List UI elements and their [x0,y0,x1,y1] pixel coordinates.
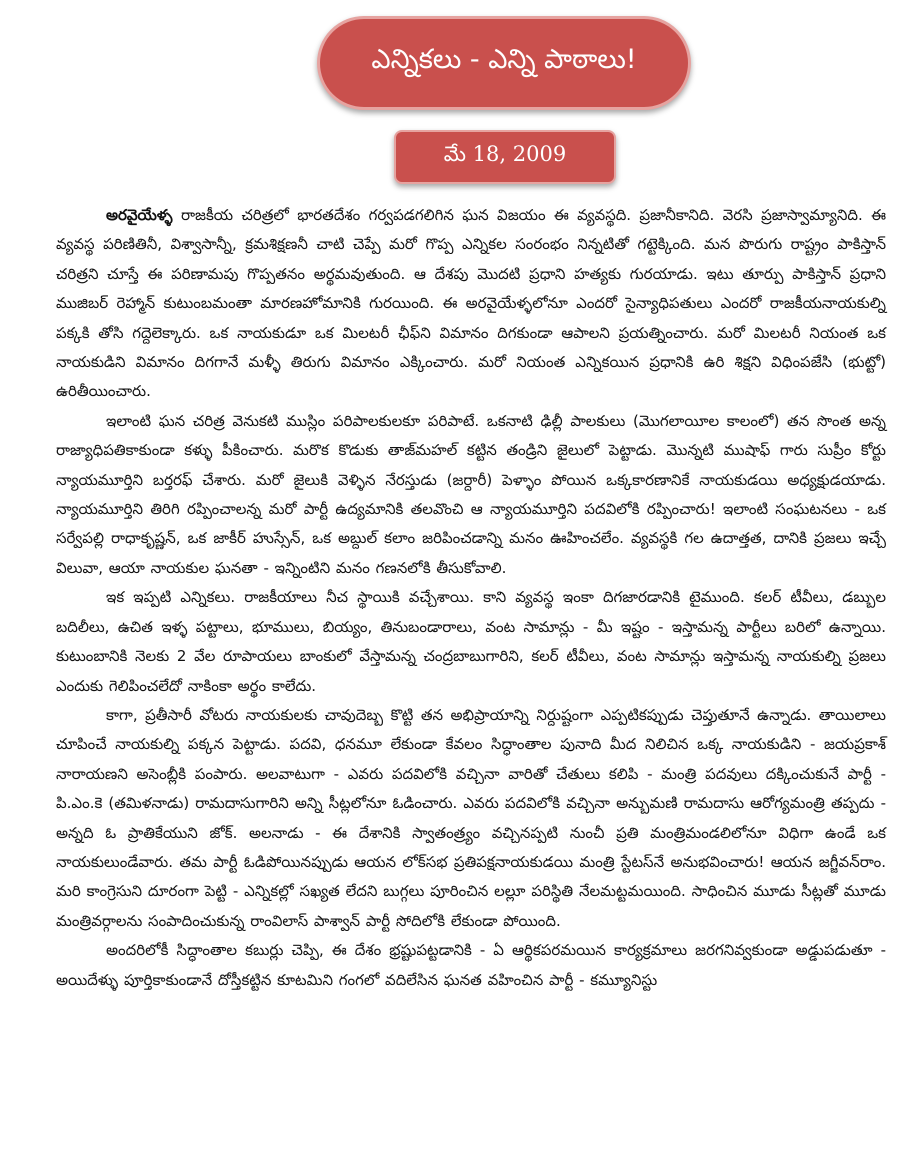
paragraph-4: కాగా, ప్రతీసారీ వోటరు నాయకులకు చావుదెబ్బ కొట్టి తన అభిప్రాయాన్ని నిర్దుష్టంగా ఎప్పటికప్పుడు చెప్తుతూనే ఉన్నాడు. తాయిలాలు చూపించే నాయకుల్ని పక్కన పెట్టాడు. పదవి, ధనమూ లేకుండా కేవలం సిద్ధాంతాల పునాది మీద నిలిచిన ఒక్క నాయకుడిని - జయప్రకాశ్ నారాయణని అసెంబ్లీకి పంపారు. అలవాటుగా - ఎవరు పదవిలోకి వచ్చినా వారితో చేతులు కలిపి - మంత్రి పదవులు దక్కించుకునే పార్టీ - పి.ఎం.కె (తమిళనాడు) రామదాసుగారిని అన్ని సీట్లలోనూ ఓడించారు. ఎవరు పదవిలోకి వచ్చినా అన్బుమణి రామదాసు ఆరోగ్యమంత్రి తప్పదు - అన్నది ఓ ప్రాతికేయుని జోక్. అలనాడు - ఈ దేశానికి స్వాతంత్ర్యం వచ్చినప్పటి నుంచీ ప్రతి మంత్రిమండలిలోనూ విధిగా ఉండే ఒక నాయకులుండేవారు. తమ పార్టీ ఓడిపోయినప్పుడు ఆయన లోక్‌సభ ప్రతిపక్షనాయకుడయి మంత్రి స్టేటస్‌నే అనుభవించారు! ఆయన జగ్జీవన్‌రాం. మరి కాంగ్రెసుని దూరంగా పెట్టి - ఎన్నికల్లో సఖ్యత లేదని బుగ్గలు పూరించిన లల్లూ పరిస్థితి నేలమట్టమయింది. సాధించిన మూడు సీట్లతో మూడు మంత్రివర్గాలను సంపాదించుకున్న రాంవిలాస్ పాశ్వాన్ పార్టీ సోదిలోకి లేకుండా పోయింది. [56,705,886,930]
paragraph-3: ఇక ఇప్పటి ఎన్నికలు. రాజకీయాలు నీచ స్థాయికి వచ్చేశాయి. కాని వ్యవస్థ ఇంకా దిగజారడానికి టైముంది. కలర్ టీవీలు, డబ్బుల బదిలీలు, ఉచిత ఇళ్ళ పట్టాలు, భూములు, బియ్యం, తినుబండారాలు, వంట సామాన్లు - మీ ఇష్టం - ఇస్తామన్న పార్టీలు బరిలో ఉన్నాయి. కుటుంబానికి నెలకు 2 వేల రూపాయలు బాంకులో వేస్తామన్న చంద్రబాబుగారిని, కలర్ టీవీలు, వంట సామాన్లు ఇస్తామన్న నాయకుల్ని ప్రజలు ఎందుకు గెలిపించలేదో నాకింకా అర్థం కాలేదు. [56,588,886,695]
article-date-text: మే 18, 2009 [443,142,567,166]
paragraph-1-lead: అరవైయేళ్ళ [106,206,173,224]
article-date [394,130,616,184]
paragraph-5: అందరిలోకీ సిద్ధాంతాల కబుర్లు చెప్పి, ఈ దేశం భ్రష్టుపట్టడానికి - ఏ ఆర్థికపరమయిన కార్యక్రమాలు జరగనివ్వకుండా అడ్డుపడుతూ - అయిదేళ్ళు పూర్తికాకుండానే దోస్తీకట్టిన కూటమిని గంగలో వదిలేసిన ఘనత వహించిన పార్టీ - కమ్యూనిస్టు [56,941,886,989]
article-title [317,16,691,110]
article-body [56,201,886,995]
paragraph-1 [56,201,886,407]
paragraph-1-text: రాజకీయ చరిత్రలో భారతదేశం గర్వపడగలిగిన ఘన విజయం ఈ వ్యవస్థది. ప్రజానీకానిది. వెరసి ప్రజాస్వామ్యానిది. ఈ వ్యవస్థ పరిణితినీ, విశ్వాసాన్నీ, క్రమశిక్షణనీ చాటి చెప్పే మరో గొప్ప ఎన్నికల సంరంభం నిన్నటితో గట్టెక్కింది. మన పొరుగు రాష్ట్రం పాకిస్తాన్ చరిత్రని చూస్తే ఈ పరిణామపు గొప్పతనం అర్థమవుతుంది. ఆ దేశపు మొదటి ప్రధాని హత్యకు గురయాడు. ఇటు తూర్పు పాకిస్తాన్ ప్రధాని ముజిబర్ రెహ్మాన్ కుటుంబమంతా మారణహోమానికి గురయింది. ఈ అరవైయేళ్ళలోనూ ఎందరో సైన్యాధిపతులు ఎందరో రాజకీయనాయకుల్ని పక్కకి తోసి గద్దెలెక్కారు. ఒక నాయకుడూ ఒక మిలటరీ ఛీఫ్‌ని విమానం దిగకుండా ఆపాలని ప్రయత్నించారు. మరో మిలటరీ నియంత ఒక నాయకుడిని విమానం దిగగానే మళ్ళీ తిరుగు విమానం ఎక్కించారు. మరో నియంత ఎన్నికయిన ప్రధానికి ఉరి శిక్షని విధింపజేసి (భుట్టో) ఉరితీయించారు. [56,206,886,401]
article-title-text: ఎన్నికలు - ఎన్ని పాఠాలు! [371,44,637,75]
paragraph-2: ఇలాంటి ఘన చరిత్ర వెనుకటి ముస్లిం పరిపాలకులకూ పరిపాటే. ఒకనాటి ఢిల్లీ పాలకులు (మొగలాయీల కాలంలో) తన సొంత అన్న రాజ్యాధిపతికాకుండా కళ్ళు పీకించారు. మరొక కొడుకు తాజ్‌మహల్ కట్టిన తండ్రిని జైలులో పెట్టాడు. మొన్నటి ముషాఫ్ గారు సుప్రీం కోర్టు న్యాయమూర్తిని బర్తరఫ్ చేశారు. మరో జైలుకి వెళ్ళిన నేరస్తుడు (జర్దారీ) పెళ్ళాం పోయిన ఒక్కకారణానికే నాయకుడయి అధ్యక్షుడయాడు. న్యాయమూర్తిని తిరిగి రప్పించాలన్న మరో పార్టీ ఉద్యమానికి తలవొంచి ఆ న్యాయమూర్తిని పదవిలోకి రప్పించారు! ఇలాంటి సంఘటనలు - ఒక సర్వేపల్లి రాధాకృష్ణన్, ఒక జాకీర్ హుస్సేన్, ఒక అబ్దుల్ కలాం జరిపించడాన్ని మనం ఊహించలేం. వ్యవస్థకి గల ఉదాత్తత, దానికి ప్రజలు ఇచ్చే విలువా, ఆయా నాయకుల ఘనతా - ఇన్నింటిని మనం గణనలోకి తీసుకోవాలి. [56,411,886,577]
